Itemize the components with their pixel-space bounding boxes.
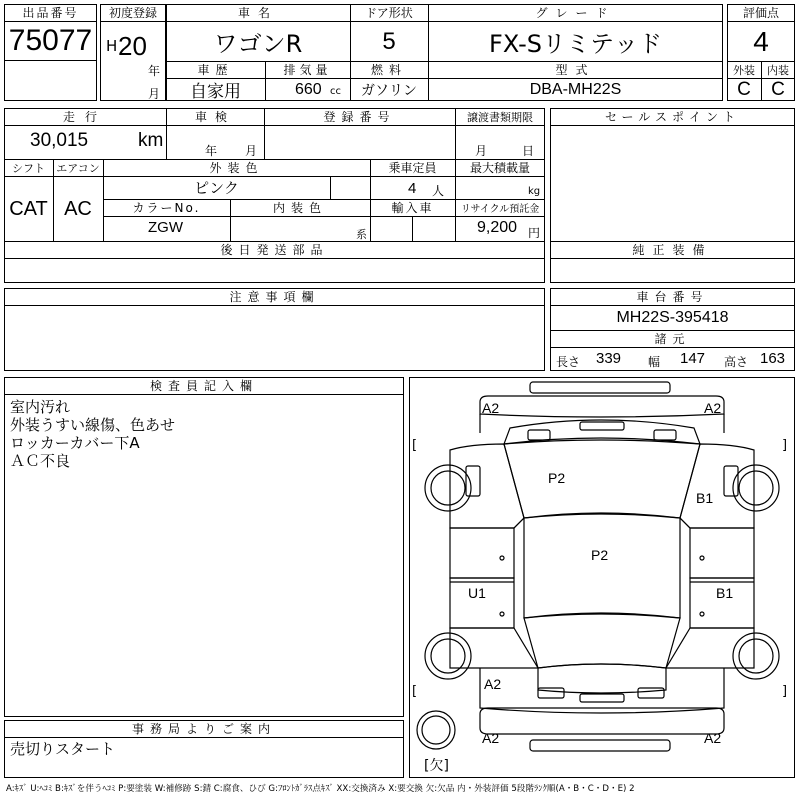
mark-hood: P2 bbox=[548, 470, 566, 486]
exterior-color: ピンク bbox=[194, 179, 239, 197]
damage-diagram bbox=[409, 377, 795, 778]
legend-text: A:ｷｽﾞ U:ﾍｺﾐ B:ｷｽﾞを伴うﾍｺﾐ P:要塗装 W:補修跡 S:錆 C:腐食、ひび G:ﾌﾛﾝﾄｶﾞﾗｽ点ｷｽﾞ XX:交換済み X:要交換 欠:欠品 内・外装評価 5段階ﾗﾝｸ順(A・B・C・D・E) 2 bbox=[6, 784, 635, 794]
model-code: DBA-MH22S bbox=[529, 80, 622, 98]
interior-grade: C bbox=[771, 78, 785, 100]
first-registration-year: 20 bbox=[118, 31, 147, 61]
mileage-label: 走行 bbox=[62, 110, 107, 124]
shift: CAT bbox=[9, 197, 48, 220]
color-number-label: カラーNo. bbox=[132, 201, 201, 215]
inspector-label: 検査員記入欄 bbox=[149, 379, 258, 393]
mark-bracket-left-1: [ bbox=[412, 438, 418, 453]
transfer-docs-label: 譲渡書類期限 bbox=[467, 110, 533, 124]
recycle-deposit-unit: 円 bbox=[528, 226, 541, 240]
mark-right-front: B1 bbox=[696, 490, 714, 506]
recycle-deposit: 9,200 bbox=[477, 219, 518, 236]
fuel: ガソリン bbox=[361, 82, 417, 99]
mark-roof: P2 bbox=[591, 547, 609, 563]
mark-bracket-left-2: [ bbox=[412, 684, 418, 699]
transfer-day-unit: 日 bbox=[522, 144, 535, 158]
inspector-line-2: 外装うすい線傷、色あせ bbox=[10, 416, 176, 434]
specs-label: 諸元 bbox=[654, 332, 691, 346]
inspection-label: 車検 bbox=[194, 110, 235, 124]
mark-bottom-right: A2 bbox=[704, 730, 722, 746]
transfer-month-unit: 月 bbox=[475, 144, 488, 158]
mark-bracket-right-1: ] bbox=[782, 438, 788, 453]
recycle-deposit-label: リサイクル預託金 bbox=[460, 204, 540, 215]
exterior-color-label: 外装色 bbox=[209, 161, 264, 175]
lot-number-label: 出品番号 bbox=[22, 6, 79, 20]
genuine-equipment-label: 純正装備 bbox=[632, 243, 713, 257]
exterior-grade-label: 外装 bbox=[733, 63, 755, 77]
car-outline bbox=[410, 378, 794, 777]
mark-bracket-right-2: ] bbox=[782, 684, 788, 699]
lot-number: 75077 bbox=[8, 24, 93, 57]
car-name-label: 車名 bbox=[237, 6, 278, 20]
ac: AC bbox=[64, 197, 92, 220]
mileage-unit: km bbox=[138, 130, 164, 151]
model-code-label: 型式 bbox=[555, 63, 596, 77]
month-unit: 月 bbox=[148, 87, 161, 101]
ac-label: エアコン bbox=[56, 161, 100, 175]
office-label: 事務局よりご案内 bbox=[131, 722, 276, 736]
height-value: 163 bbox=[760, 350, 786, 367]
sales-points-label: セールスポイント bbox=[605, 110, 740, 124]
mark-spare-missing: [欠] bbox=[424, 758, 449, 774]
max-load-unit: kg bbox=[528, 186, 541, 197]
inspection-month-unit: 月 bbox=[245, 144, 258, 158]
grade-label: グレード bbox=[535, 6, 616, 20]
office-text: 売切りスタート bbox=[10, 740, 116, 758]
score-label: 評価点 bbox=[742, 6, 779, 20]
later-parts-label: 後日発送部品 bbox=[220, 243, 329, 257]
mark-rear-left-corner: A2 bbox=[484, 676, 502, 692]
exterior-grade: C bbox=[737, 78, 751, 100]
shift-label: シフト bbox=[12, 161, 45, 175]
registration-number-label: 登録番号 bbox=[323, 110, 396, 124]
notes-label: 注意事項欄 bbox=[229, 290, 320, 304]
displacement-label: 排気量 bbox=[283, 63, 332, 77]
interior-color-label: 内装色 bbox=[272, 201, 327, 215]
chassis-number-label: 車台番号 bbox=[636, 290, 709, 304]
color-number: ZGW bbox=[148, 219, 183, 236]
history-label: 車歴 bbox=[197, 63, 234, 77]
max-load-label: 最大積載量 bbox=[469, 161, 530, 175]
mileage: 30,015 bbox=[30, 130, 89, 151]
mark-left-rear: U1 bbox=[468, 585, 486, 601]
import-label: 輸入車 bbox=[391, 201, 434, 215]
mark-front-left: A2 bbox=[482, 400, 500, 416]
door-type: 5 bbox=[382, 27, 396, 55]
sales-points-box bbox=[550, 108, 795, 242]
interior-grade-label: 内装 bbox=[767, 63, 789, 77]
seating-capacity: 4 bbox=[408, 180, 417, 197]
first-registration-label: 初度登録 bbox=[108, 6, 157, 20]
displacement: 660 bbox=[295, 81, 322, 98]
fuel-label: 燃料 bbox=[370, 63, 407, 77]
height-label: 高さ bbox=[724, 355, 749, 369]
chassis-number: MH22S-395418 bbox=[616, 309, 729, 326]
car-name: ワゴンR bbox=[213, 30, 303, 58]
inspector-line-3: ロッカーカバー下A bbox=[10, 434, 140, 452]
grade: FX-Sリミテッド bbox=[489, 30, 662, 58]
width-value: 147 bbox=[680, 350, 706, 367]
inspector-line-4: ＡＣ不良 bbox=[10, 452, 71, 470]
width-label: 幅 bbox=[648, 355, 661, 369]
era-letter: H bbox=[106, 37, 118, 55]
length-label: 長さ bbox=[556, 355, 581, 369]
seating-capacity-label: 乗車定員 bbox=[388, 161, 437, 175]
inspector-line-1: 室内汚れ bbox=[10, 398, 71, 416]
door-type-label: ドア形状 bbox=[365, 6, 413, 20]
mark-right-rear: B1 bbox=[716, 585, 734, 601]
mark-bottom-left: A2 bbox=[482, 730, 500, 746]
length-value: 339 bbox=[596, 350, 622, 367]
mark-front-right: A2 bbox=[704, 400, 722, 416]
year-unit: 年 bbox=[148, 64, 161, 78]
overall-score: 4 bbox=[753, 25, 769, 57]
seats-unit: 人 bbox=[432, 184, 445, 198]
displacement-unit: cc bbox=[330, 86, 341, 97]
history: 自家用 bbox=[190, 82, 241, 102]
inspection-year-unit: 年 bbox=[205, 144, 218, 158]
interior-color-unit: 系 bbox=[356, 228, 367, 241]
